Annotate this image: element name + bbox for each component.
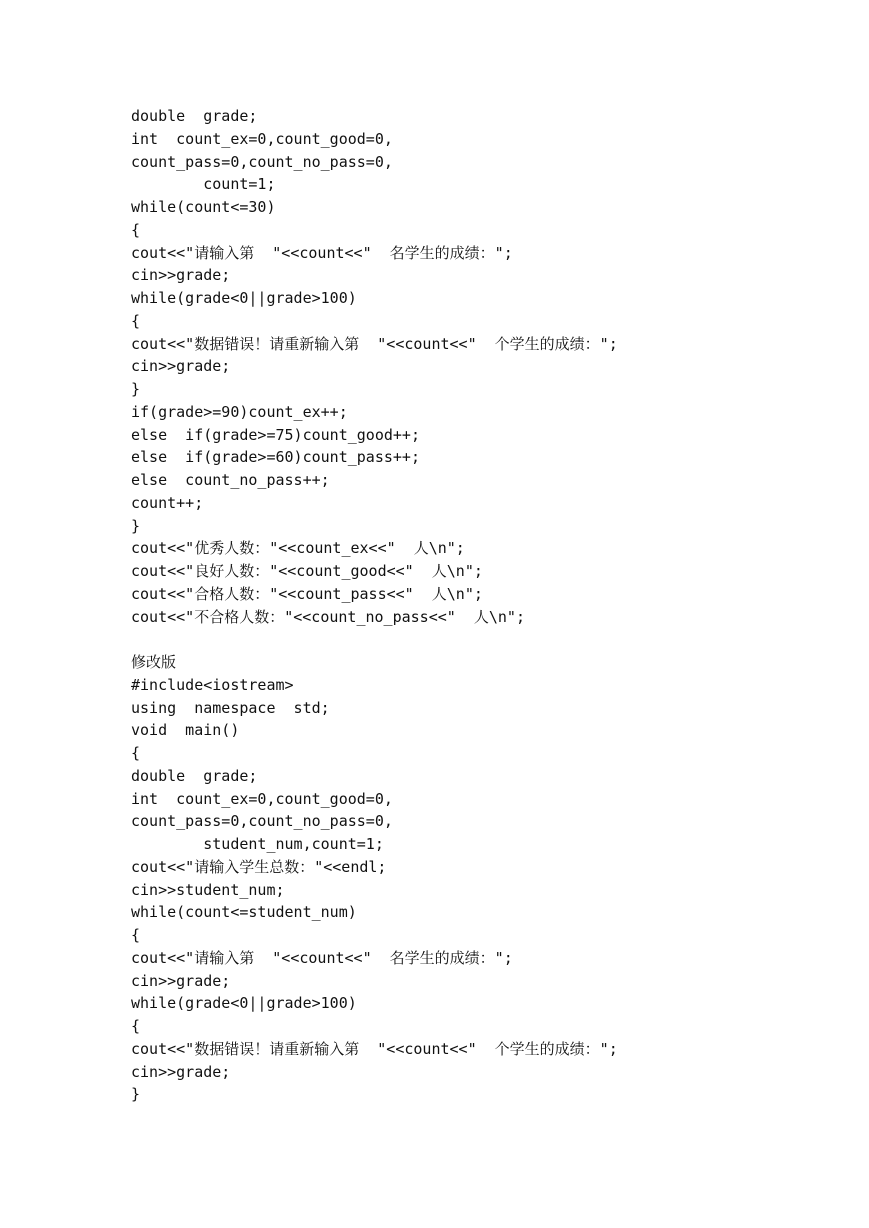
code-line: cout<<"数据错误！请重新输入第 "<<count<<" 个学生的成绩：";: [131, 1039, 618, 1058]
code-line: cin>>grade;: [131, 971, 231, 990]
code-line: {: [131, 744, 141, 762]
code-line: void main(): [131, 721, 240, 740]
code-line: using namespace std;: [131, 698, 330, 717]
code-line: double grade;: [131, 107, 258, 125]
code-line: cout<<"请输入第 "<<count<<" 名学生的成绩：";: [131, 948, 513, 967]
code-line: cin>>grade;: [131, 357, 231, 376]
code-line: while(grade<0||grade>100): [131, 289, 357, 307]
code-line: cout<<"请输入第 "<<count<<" 名学生的成绩：";: [131, 243, 513, 262]
code-line: while(count<=30): [131, 198, 276, 216]
code-line: count++;: [131, 493, 204, 512]
code-line: else count_no_pass++;: [131, 471, 330, 489]
code-line: }: [131, 1085, 141, 1104]
code-line: cout<<"良好人数："<<count_good<<" 人\n";: [131, 562, 483, 580]
code-line: int count_ex=0,count_good=0,: [131, 789, 393, 808]
code-line: }: [131, 516, 141, 535]
code-line: #include<iostream>: [131, 675, 294, 694]
code-line: cout<<"数据错误！请重新输入第 "<<count<<" 个学生的成绩：";: [131, 334, 618, 353]
code-line: {: [131, 926, 141, 944]
code-line: cout<<"请输入学生总数："<<endl;: [131, 857, 387, 876]
code-listing: [131, 105, 851, 1106]
code-line: count=1;: [131, 175, 276, 194]
code-line: [131, 628, 851, 651]
code-line: else if(grade>=60)count_pass++;: [131, 448, 420, 467]
code-line: while(count<=student_num): [131, 903, 357, 922]
code-line: cout<<"合格人数："<<count_pass<<" 人\n";: [131, 584, 483, 603]
code-line: while(grade<0||grade>100): [131, 994, 357, 1013]
code-line: }: [131, 380, 141, 398]
code-line: cin>>grade;: [131, 266, 231, 285]
code-line: 修改版: [131, 653, 177, 671]
code-line: {: [131, 220, 141, 239]
code-line: cin>>student_num;: [131, 880, 285, 899]
code-line: else if(grade>=75)count_good++;: [131, 425, 420, 444]
code-line: student_num,count=1;: [131, 835, 384, 853]
code-line: cout<<"不合格人数："<<count_no_pass<<" 人\n";: [131, 607, 525, 626]
code-line: double grade;: [131, 766, 258, 785]
code-line: int count_ex=0,count_good=0,: [131, 129, 393, 148]
code-line: if(grade>=90)count_ex++;: [131, 402, 348, 421]
code-line: cout<<"优秀人数："<<count_ex<<" 人\n";: [131, 539, 465, 558]
code-line: {: [131, 1017, 141, 1035]
code-line: {: [131, 311, 141, 330]
code-line: cin>>grade;: [131, 1062, 231, 1081]
code-line: count_pass=0,count_no_pass=0,: [131, 152, 393, 171]
code-line: count_pass=0,count_no_pass=0,: [131, 812, 393, 831]
